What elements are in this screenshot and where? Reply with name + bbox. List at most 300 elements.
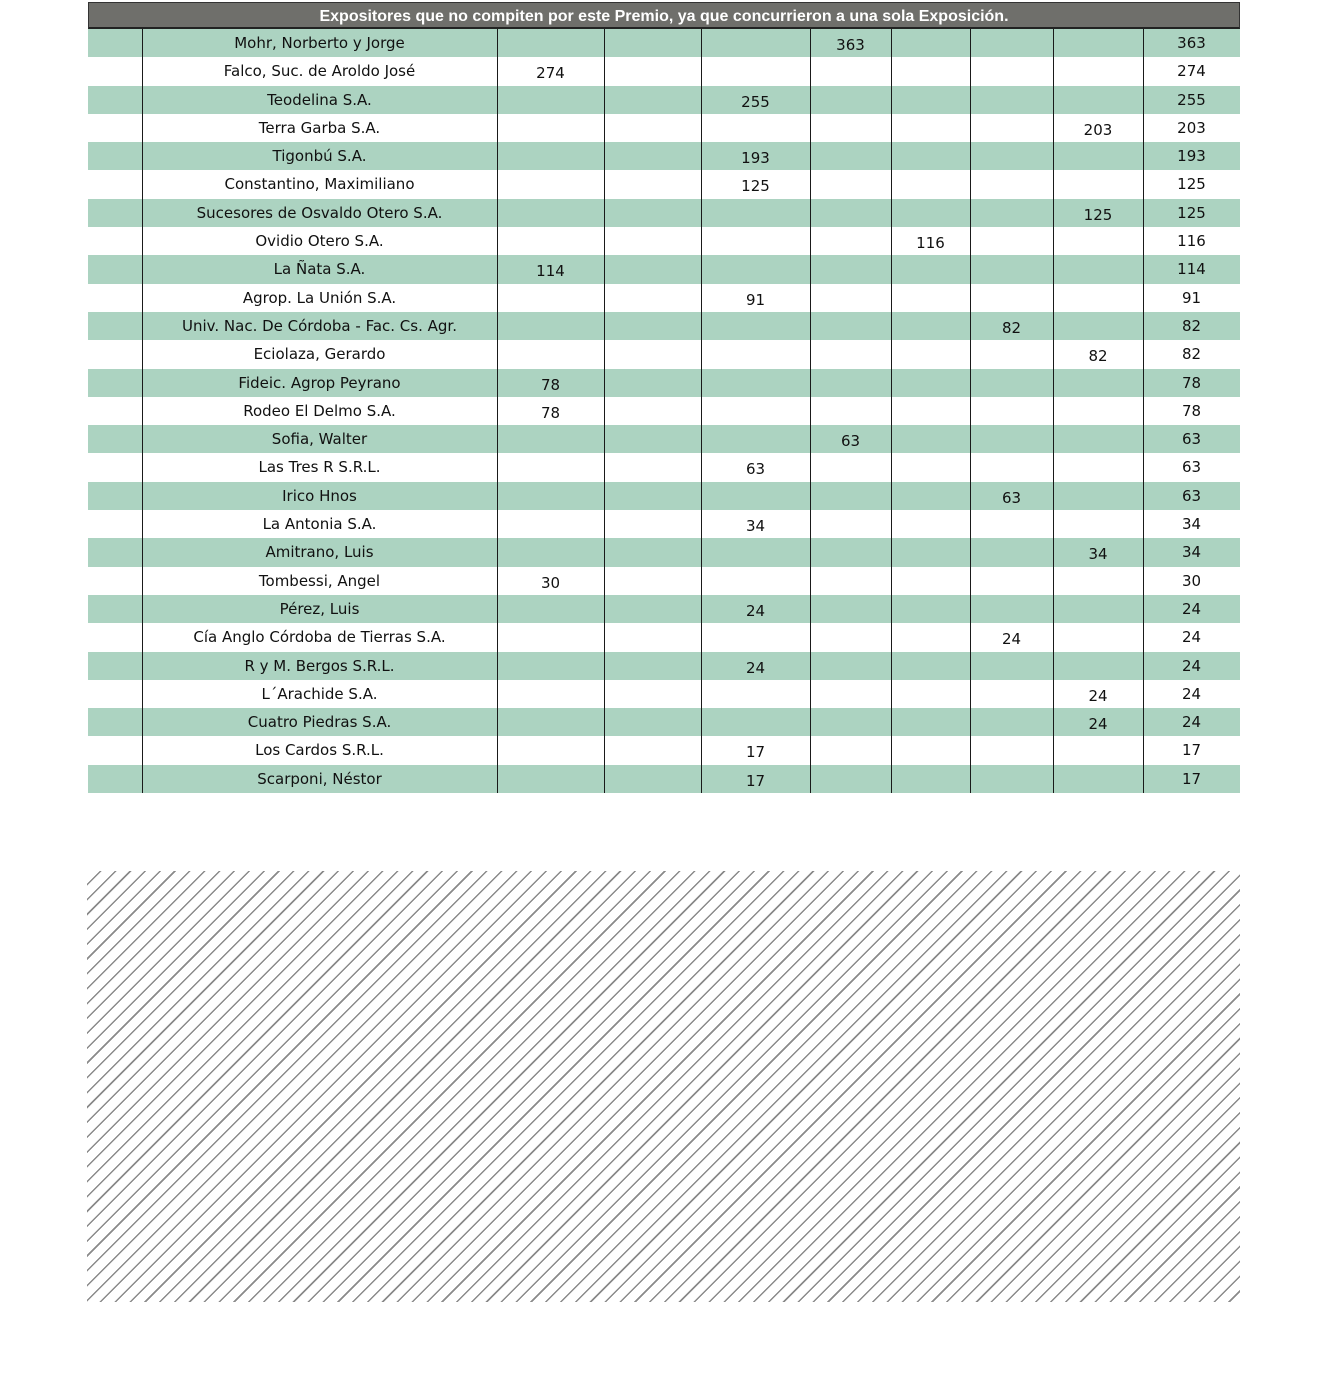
table-row: [88, 255, 1240, 283]
total-cell: 17: [1181, 769, 1202, 788]
score-cell: [891, 623, 970, 651]
exhibitor-name: Cuatro Piedras S.A.: [247, 713, 392, 732]
rank-cell: [88, 369, 142, 397]
score-cell: [810, 170, 891, 198]
score-cell: 24: [1088, 686, 1108, 705]
column-divider: [970, 29, 971, 793]
score-cell: 24: [1001, 630, 1022, 649]
score-cell: 125: [741, 177, 770, 196]
score-cell: [497, 453, 604, 481]
table-row: [88, 538, 1240, 566]
total-cell: 63: [1181, 458, 1202, 477]
score-cell: [604, 199, 701, 227]
score-cell: [970, 369, 1053, 397]
total-cell: 34: [1181, 543, 1202, 562]
score-cell: 255: [741, 92, 770, 111]
score-cell: [701, 255, 810, 283]
score-cell: [497, 538, 604, 566]
score-cell: [604, 255, 701, 283]
score-cell: [810, 680, 891, 708]
score-cell: [970, 86, 1053, 114]
score-cell: [604, 284, 701, 312]
score-cell: [701, 57, 810, 85]
score-cell: [891, 369, 970, 397]
total-cell: 78: [1181, 401, 1202, 420]
table-row: [88, 623, 1240, 651]
column-divider: [810, 29, 811, 793]
rank-cell: [88, 284, 142, 312]
exhibitor-name: Terra Garba S.A.: [258, 118, 381, 137]
score-cell: [970, 284, 1053, 312]
score-cell: [1053, 227, 1143, 255]
score-cell: 17: [745, 743, 766, 762]
hatched-placeholder-area: [87, 871, 1240, 1302]
score-cell: [970, 255, 1053, 283]
score-cell: [891, 708, 970, 736]
score-cell: [970, 29, 1053, 57]
score-cell: 114: [536, 262, 565, 281]
rank-cell: [88, 595, 142, 623]
score-cell: [701, 227, 810, 255]
exhibitor-name: Teodelina S.A.: [267, 90, 372, 109]
score-cell: [604, 29, 701, 57]
score-cell: [1053, 425, 1143, 453]
score-cell: [604, 708, 701, 736]
score-cell: [810, 765, 891, 793]
score-cell: [970, 538, 1053, 566]
score-cell: [891, 29, 970, 57]
score-cell: [891, 86, 970, 114]
table-row: [88, 453, 1240, 481]
score-cell: [891, 510, 970, 538]
total-cell: 274: [1177, 62, 1206, 81]
exhibitor-name: Fideic. Agrop Peyrano: [238, 373, 401, 392]
exhibitor-name: La Ñata S.A.: [273, 260, 366, 279]
score-cell: [891, 170, 970, 198]
score-cell: [497, 312, 604, 340]
score-cell: [810, 86, 891, 114]
score-cell: [891, 538, 970, 566]
exhibitor-name: Los Cardos S.R.L.: [255, 741, 384, 760]
score-cell: [1053, 765, 1143, 793]
exhibitor-name: Constantino, Maximiliano: [224, 175, 415, 194]
score-cell: [604, 170, 701, 198]
rank-cell: [88, 567, 142, 595]
score-cell: 125: [1083, 205, 1113, 224]
score-cell: [810, 482, 891, 510]
score-cell: [970, 340, 1053, 368]
total-cell: 82: [1181, 345, 1202, 364]
score-cell: [891, 142, 970, 170]
score-cell: [810, 453, 891, 481]
rank-cell: [88, 199, 142, 227]
rank-cell: [88, 340, 142, 368]
score-cell: [497, 623, 604, 651]
table-row: [88, 369, 1240, 397]
table-row: [88, 482, 1240, 510]
score-cell: [970, 397, 1053, 425]
exhibitor-name: Eciolaza, Gerardo: [253, 345, 386, 364]
column-divider: [497, 29, 498, 793]
score-cell: [970, 170, 1053, 198]
total-cell: 24: [1181, 656, 1202, 675]
score-cell: [970, 142, 1053, 170]
score-cell: [1053, 453, 1143, 481]
exhibitor-name: Las Tres R S.R.L.: [258, 458, 381, 477]
score-cell: [970, 680, 1053, 708]
column-divider: [701, 29, 702, 793]
total-cell: 78: [1181, 373, 1202, 392]
rank-cell: [88, 510, 142, 538]
score-cell: [701, 538, 810, 566]
score-cell: [810, 736, 891, 764]
exhibitor-name: Sucesores de Osvaldo Otero S.A.: [196, 203, 443, 222]
score-cell: [604, 369, 701, 397]
total-cell: 17: [1181, 741, 1202, 760]
score-cell: [1053, 482, 1143, 510]
score-cell: [701, 397, 810, 425]
rank-cell: [88, 538, 142, 566]
rank-cell: [88, 623, 142, 651]
score-cell: [1053, 623, 1143, 651]
score-cell: [810, 595, 891, 623]
score-cell: [497, 510, 604, 538]
score-cell: [810, 397, 891, 425]
score-cell: [1053, 397, 1143, 425]
score-cell: [604, 57, 701, 85]
table-row: [88, 29, 1240, 57]
score-cell: 82: [1001, 318, 1022, 337]
total-cell: 114: [1177, 260, 1206, 279]
score-cell: [604, 340, 701, 368]
score-cell: [604, 765, 701, 793]
exhibitor-name: Mohr, Norberto y Jorge: [234, 34, 405, 52]
rank-cell: [88, 652, 142, 680]
score-cell: [810, 57, 891, 85]
column-divider: [891, 29, 892, 793]
score-cell: [701, 340, 810, 368]
exhibitor-name: Tigonbú S.A.: [272, 147, 367, 166]
rank-cell: [88, 765, 142, 793]
score-cell: [891, 453, 970, 481]
score-cell: [810, 567, 891, 595]
score-cell: 34: [1088, 545, 1108, 564]
total-cell: 193: [1177, 147, 1206, 166]
score-cell: [891, 652, 970, 680]
score-cell: [701, 425, 810, 453]
score-cell: [604, 227, 701, 255]
score-cell: [1053, 57, 1143, 85]
score-cell: [891, 567, 970, 595]
exhibitor-name: Cía Anglo Córdoba de Tierras S.A.: [193, 628, 446, 647]
total-cell: 125: [1177, 203, 1206, 222]
score-cell: [497, 425, 604, 453]
score-cell: 24: [745, 601, 766, 620]
score-cell: [810, 284, 891, 312]
score-cell: [604, 510, 701, 538]
total-cell: 24: [1181, 628, 1202, 647]
score-cell: [604, 652, 701, 680]
table-row: [88, 312, 1240, 340]
score-cell: [497, 86, 604, 114]
total-cell: 24: [1181, 713, 1202, 732]
score-cell: [970, 765, 1053, 793]
total-cell: 125: [1177, 175, 1206, 194]
score-cell: [810, 369, 891, 397]
score-cell: [497, 765, 604, 793]
table-row: [88, 199, 1240, 227]
total-cell: 91: [1181, 288, 1202, 307]
score-cell: 193: [741, 149, 770, 168]
score-cell: [970, 567, 1053, 595]
score-cell: [497, 227, 604, 255]
score-cell: [1053, 170, 1143, 198]
score-cell: [891, 57, 970, 85]
table-row: [88, 227, 1240, 255]
score-cell: [701, 567, 810, 595]
score-cell: [970, 114, 1053, 142]
exhibitor-name: Agrop. La Unión S.A.: [242, 288, 397, 307]
score-cell: [497, 482, 604, 510]
total-cell: 203: [1177, 118, 1206, 137]
score-cell: [1053, 736, 1143, 764]
table-row: [88, 510, 1240, 538]
table-row: [88, 114, 1240, 142]
score-cell: [497, 29, 604, 57]
table-row: [88, 170, 1240, 198]
column-divider: [142, 29, 143, 793]
rank-cell: [88, 425, 142, 453]
ranking-table: [88, 2, 1240, 793]
total-cell: 24: [1181, 599, 1202, 618]
score-cell: [701, 312, 810, 340]
score-cell: [497, 170, 604, 198]
score-cell: [1053, 652, 1143, 680]
score-cell: [810, 227, 891, 255]
score-cell: [891, 284, 970, 312]
score-cell: [604, 538, 701, 566]
table-body: [88, 29, 1240, 793]
score-cell: [701, 114, 810, 142]
score-cell: [604, 453, 701, 481]
score-cell: [604, 142, 701, 170]
table-row: [88, 736, 1240, 764]
exhibitor-name: Pérez, Luis: [279, 599, 360, 618]
score-cell: [497, 340, 604, 368]
rank-cell: [88, 482, 142, 510]
score-cell: [810, 114, 891, 142]
score-cell: [810, 538, 891, 566]
score-cell: [891, 114, 970, 142]
score-cell: [970, 199, 1053, 227]
table-row: [88, 765, 1240, 793]
rank-cell: [88, 736, 142, 764]
rank-cell: [88, 227, 142, 255]
score-cell: 30: [540, 573, 561, 592]
score-cell: [1053, 86, 1143, 114]
score-cell: 91: [745, 290, 766, 309]
total-cell: 255: [1177, 90, 1206, 109]
score-cell: [891, 765, 970, 793]
score-cell: 274: [536, 64, 565, 83]
table-row: [88, 567, 1240, 595]
column-divider: [1053, 29, 1054, 793]
table-row: [88, 86, 1240, 114]
total-cell: 34: [1181, 515, 1202, 534]
rank-cell: [88, 255, 142, 283]
score-cell: [604, 86, 701, 114]
total-cell: 82: [1181, 316, 1202, 335]
total-cell: 24: [1181, 684, 1202, 703]
exhibitor-name: Rodeo El Delmo S.A.: [243, 401, 396, 420]
score-cell: 363: [836, 36, 865, 54]
score-cell: [1053, 142, 1143, 170]
score-cell: [604, 595, 701, 623]
exhibitor-name: Univ. Nac. De Córdoba - Fac. Cs. Agr.: [182, 316, 457, 335]
table-row: [88, 708, 1240, 736]
score-cell: 63: [745, 460, 766, 479]
score-cell: [604, 736, 701, 764]
score-cell: [701, 199, 810, 227]
score-cell: [970, 652, 1053, 680]
rank-cell: [88, 397, 142, 425]
score-cell: [891, 340, 970, 368]
score-cell: [701, 623, 810, 651]
score-cell: 17: [745, 771, 766, 790]
score-cell: [497, 736, 604, 764]
table-row: [88, 425, 1240, 453]
exhibitor-name: Scarponi, Néstor: [257, 769, 382, 788]
table-row: [88, 680, 1240, 708]
score-cell: 63: [840, 432, 861, 451]
score-cell: [970, 595, 1053, 623]
score-cell: [810, 255, 891, 283]
total-cell: 63: [1181, 430, 1202, 449]
score-cell: [497, 142, 604, 170]
score-cell: [1053, 369, 1143, 397]
rank-cell: [88, 680, 142, 708]
score-cell: 24: [745, 658, 766, 677]
table-row: [88, 397, 1240, 425]
score-cell: [970, 57, 1053, 85]
score-cell: [810, 623, 891, 651]
rank-cell: [88, 453, 142, 481]
score-cell: [701, 680, 810, 708]
exhibitor-name: Amitrano, Luis: [265, 543, 374, 562]
score-cell: [891, 312, 970, 340]
rank-cell: [88, 142, 142, 170]
score-cell: 78: [540, 403, 561, 422]
score-cell: [604, 482, 701, 510]
score-cell: [1053, 595, 1143, 623]
exhibitor-name: Irico Hnos: [282, 486, 357, 505]
exhibitor-name: Tombessi, Angel: [258, 571, 381, 590]
score-cell: [810, 652, 891, 680]
column-divider: [604, 29, 605, 793]
exhibitor-name: Ovidio Otero S.A.: [255, 232, 384, 251]
table-row: [88, 284, 1240, 312]
score-cell: [891, 595, 970, 623]
score-cell: [701, 708, 810, 736]
total-cell: 116: [1177, 232, 1206, 251]
score-cell: [497, 284, 604, 312]
score-cell: 24: [1088, 715, 1108, 734]
score-cell: [970, 708, 1053, 736]
score-cell: [810, 510, 891, 538]
score-cell: [891, 736, 970, 764]
exhibitor-name: Falco, Suc. de Aroldo José: [223, 62, 416, 81]
score-cell: [891, 680, 970, 708]
score-cell: [1053, 567, 1143, 595]
score-cell: [604, 312, 701, 340]
score-cell: [604, 114, 701, 142]
score-cell: [810, 340, 891, 368]
rank-cell: [88, 312, 142, 340]
score-cell: [497, 595, 604, 623]
exhibitor-name: L´Arachide S.A.: [261, 684, 378, 703]
score-cell: [810, 142, 891, 170]
score-cell: [497, 114, 604, 142]
score-cell: [1053, 29, 1143, 57]
table-row: [88, 652, 1240, 680]
score-cell: [604, 397, 701, 425]
rank-cell: [88, 57, 142, 85]
score-cell: [891, 199, 970, 227]
score-cell: [810, 199, 891, 227]
score-cell: [810, 312, 891, 340]
score-cell: [970, 425, 1053, 453]
rank-cell: [88, 114, 142, 142]
score-cell: [970, 736, 1053, 764]
score-cell: [497, 652, 604, 680]
score-cell: [1053, 284, 1143, 312]
score-cell: [810, 708, 891, 736]
table-row: [88, 57, 1240, 85]
rank-cell: [88, 29, 142, 57]
column-divider: [1143, 29, 1144, 793]
score-cell: [970, 227, 1053, 255]
score-cell: [970, 510, 1053, 538]
score-cell: [497, 708, 604, 736]
score-cell: [701, 29, 810, 57]
score-cell: 116: [916, 234, 945, 253]
exhibitor-name: Sofia, Walter: [271, 430, 368, 449]
score-cell: [1053, 255, 1143, 283]
score-cell: [701, 369, 810, 397]
total-cell: 363: [1177, 34, 1206, 52]
rank-cell: [88, 86, 142, 114]
score-cell: [604, 567, 701, 595]
score-cell: 203: [1083, 120, 1113, 139]
score-cell: [497, 199, 604, 227]
score-cell: [891, 397, 970, 425]
total-cell: 63: [1181, 486, 1202, 505]
table-row: [88, 340, 1240, 368]
score-cell: [604, 425, 701, 453]
table-row: [88, 142, 1240, 170]
score-cell: [891, 482, 970, 510]
score-cell: [604, 680, 701, 708]
score-cell: [1053, 312, 1143, 340]
score-cell: 34: [745, 517, 766, 536]
score-cell: [604, 623, 701, 651]
rank-cell: [88, 708, 142, 736]
score-cell: [497, 680, 604, 708]
score-cell: 63: [1001, 488, 1022, 507]
total-cell: 30: [1181, 571, 1202, 590]
score-cell: [970, 453, 1053, 481]
score-cell: [701, 482, 810, 510]
